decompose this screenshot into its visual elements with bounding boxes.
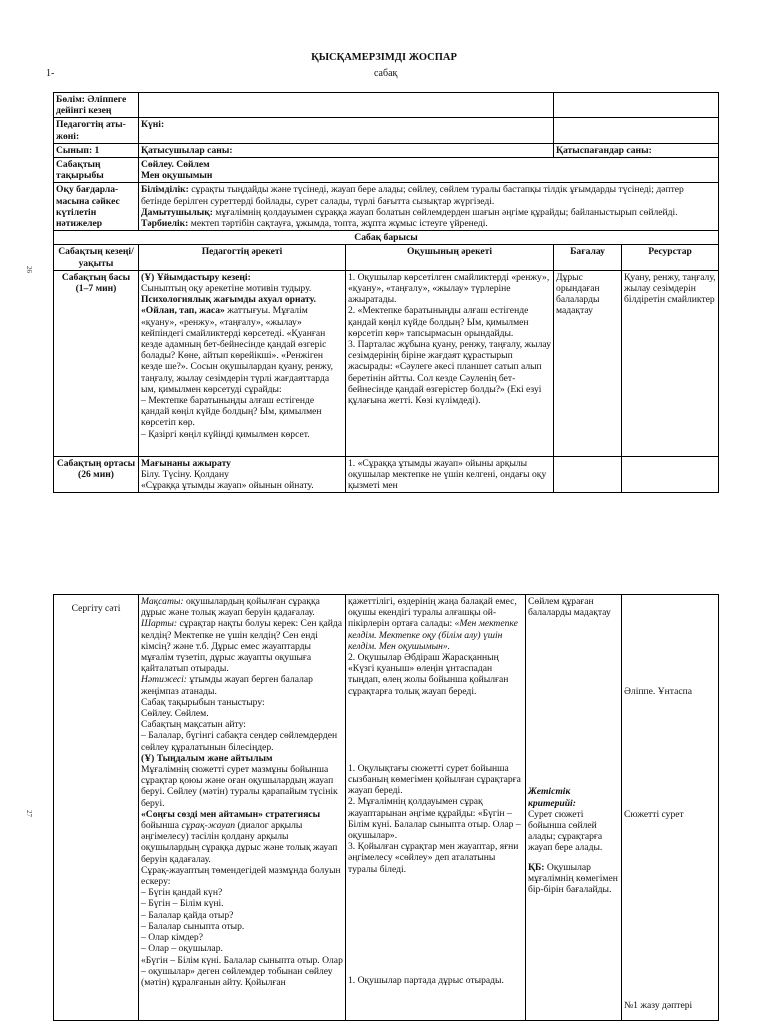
stage-middle-row [54, 456, 719, 493]
lesson-number: 1- [46, 68, 55, 79]
teacher-label: Педагогтің аты-жөні: [54, 118, 139, 143]
page-number-27: 27 [25, 810, 33, 817]
goals-value: Білімділік: сұрақты тыңдайды және түсінеді, жауап бере алады; сөйлеу, сөйлем туралы бастапқы тілдік ұғымдарды түсінеді; дәптер бетінде берілген суреттерді бойлады, сурет салады, түрлі бағытта сызықтар жүргізеді. Дамытушылық: мұғалімнің қолдауымен сұраққа жауап болатын сөйлемдерден шағын әңгіме құрайды; байланыстырып сөйлейді. Тәрбиелік: мектеп тәртібін сақтауға, ұжымда, топта, жұпта жұмыс істеуге үйренеді. [139, 183, 719, 231]
teacher-actions-start: (Ұ) Ұйымдастыру кезеңі: Сыныптың оқу әрекетіне мотивін тудыру. Психологиялық жағымды ахуал орнату. «Ойлан, тап, жаса» жаттығуы. Мұғалім «қуану», «ренжу», «таңғалу», «жылау» кейпіндегі смайликтерді көрсетеді. «Қуанған кезде адамның бет-бейнесінде қандай өзгеріс болады? Көне, айтып көрейікші». «Ренжіген кезде ше?». Сосын оқушылардан қуану, ренжу, таңғалу, жылау сезімдерін түрлі жағдаяттарда ым, қимылмен көрсетуді сұрайды: – Мектепке баратыныңды алғаш естігенде қандай көңіл күйде болдың? Ым, қимылмен көрсетіп көр. – Қазіргі көңіл күйіңді қимылмен көрсет. [139, 270, 346, 456]
lesson-plan-table-page1 [53, 92, 719, 493]
topic-label: Сабақтың тақырыбы [54, 158, 139, 183]
teacher-row [54, 118, 719, 143]
progress-header: Сабақ барысы [54, 231, 719, 245]
eval-refresh: Сөйлем құраған балаларды мадақтау Жетістік критерийі: Сурет сюжеті бойынша сөйлей алады; сұрақтарға жауап бере алады. ҚБ: Оқушылар мұғалімнің көмегімен бір-бірін бағалайды. [526, 595, 622, 1021]
student-actions-start: 1. Оқушылар көрсетілген смайликтерді «ренжу», «қуану», «таңғалу», «жылау» түрлеріне ажыратады. 2. «Мектепке баратыныңды алғаш естігенде қандай көңіл күйде болдың? Ым, қимылмен көрсетіп көр» тапсырмасын орындайды. 3. Парталас жұбына қуану, ренжу, таңғалу, жылау сезімдерінің біріне жағдаят құрастырып жасырады: «Сәулеге әкесі планшет сатып алып беретінін айтты. Сол кезде Сәуленің бет-бейнесінде қандай өзгерістер болды?» (Екі езуі құлағына жетті. Көзі күлімдеді). [346, 270, 554, 456]
stage-middle: Сабақтың ортасы (26 мин) [54, 456, 139, 493]
goals-row [54, 183, 719, 231]
student-actions-refresh: қажеттілігі, өздерінің жаңа балақай емес, оқушы екендігі туралы алғашқы ой-пікірлерін ортаға салады: «Мен мектепке келдім. Мектепке оқу (білім алу) үшін келдім. Мен оқушымын». 2. Оқушылар Әбдіраш Жарасқанның «Күзгі қуаныш» өлеңін ұнтаспадан тыңдап, өлең жолы бойынша қойылған сұрақтарға толық жауап береді. 1. Оқулықтағы сюжетті сурет бойынша сызбаның көмегімен қойылған сұрақтарға жауап береді. 2. Мұғалімнің қолдауымен сұрақ жауаптарынан әңгіме құрайды: «Бүгін – Білім күні. Балалар сыныпта отыр. Олар – оқушылар». 3. Қойылған сұрақтар мен жауаптар, яғни әңгімелесу «сөйлеу» деп аталатыны туралы біледі. 1. Оқушылар партада дұрыс отырады. [346, 595, 526, 1021]
teacher-actions-refresh: Мақсаты: оқушылардың қойылған сұраққа дұрыс және толық жауап беруін қадағалау. Шарты: сұрақтар нақты болуы керек: Сен қайда келдің? Мектепке не үшін келдің? Сен енді кімсің? және т.б. Дұрыс емес жауаптарды мұғалім түзетіп, дұрыс жауапты оқушыға қайталатып отырады. Нәтижесі: ұтымды жауап берген балалар жеңімпаз атанады. Сабақ тақырыбын таныстыру: Сөйлеу. Сөйлем. Сабақтың мақсатын айту: – Балалар, бүгінгі сабақта сендер сөйлемдерден сөйлеу құралатынын білесіңдер. (Ұ) Тыңдалым және айтылым Мұғалімнің сюжетті сурет мазмұны бойынша сұрақтар қоюы және оған оқушылардың жауап беруі. Сөйлеу (мәтін) туралы қарапайым түсінік беруі. «Соңғы сөзді мен айтамын» стратегиясы бойынша сұрақ-жауап (диалог арқылы әңгімелесу) тәсілін қолдану арқылы оқушылардың сұраққа дұрыс және толық жауап беруін қадағалау. Сұрақ-жауаптың төмендегідей мазмұнда болуын ескеру: – Бүгін қандай күн? – Бүгін – Білім күні. – Балалар қайда отыр? – Балалар сыныпта отыр. – Олар кімдер? – Олар – оқушылар. «Бүгін – Білім күні. Балалар сыныпта отыр. Олар – оқушылар» деген сөйлемдер тобынан сөйлеу (мәтін) құралғанын айту. Қойылған [139, 595, 346, 1021]
col-student: Оқушының әрекеті [346, 245, 554, 270]
eval-start: Дұрыс орындаған балаларды мадақтау [554, 270, 622, 456]
col-eval: Бағалау [554, 245, 622, 270]
col-stage: Сабақтың кезеңі/уақыты [54, 245, 139, 270]
class-label: Сынып: 1 [54, 143, 139, 157]
stage-refresh: Сергіту сәті [54, 595, 139, 1021]
topic-value: Сөйлеу. Сөйлем Мен оқушымын [139, 158, 719, 183]
progress-header-row [54, 231, 719, 245]
stage-start: Сабақтың басы (1–7 мин) [54, 270, 139, 456]
teacher-actions-middle: Мағынаны ажырату Білу. Түсіну. Қолдану «Сұраққа ұтымды жауап» ойынын ойнату. [139, 456, 346, 493]
absent-label: Қатыспағандар саны: [554, 143, 719, 157]
topic-row [54, 158, 719, 183]
stage-start-row [54, 270, 719, 456]
date-label: Күні: [139, 118, 554, 143]
lesson-plan-table-page2 [53, 594, 719, 1021]
page-number-26: 26 [25, 266, 33, 273]
present-label: Қатысушылар саны: [139, 143, 554, 157]
column-header-row [54, 245, 719, 270]
goals-label: Оқу бағдарла-масына сәйкес күтілетін нәтижелер [54, 183, 139, 231]
resources-start: Қуану, ренжу, таңғалу, жылау сезімдерін білдіретін смайликтер [622, 270, 719, 456]
class-row [54, 143, 719, 157]
section-label: Бөлім: Әліппеге дейінгі кезең [54, 93, 139, 118]
resources-refresh: Әліппе. Ұнтаспа Сюжетті сурет №1 жазу дәптері [622, 595, 719, 1021]
refresh-row [54, 595, 719, 1021]
lesson-word: сабақ [374, 68, 398, 79]
col-teacher: Педагогтің әрекеті [139, 245, 346, 270]
student-actions-middle: 1. «Сұраққа ұтымды жауап» ойыны арқылы оқушылар мектепке не үшін келгені, ондағы оқу қызметі мен [346, 456, 554, 493]
col-res: Ресурстар [622, 245, 719, 270]
document-title: ҚЫСҚАМЕРЗІМДІ ЖОСПАР [311, 52, 457, 63]
section-row [54, 93, 719, 118]
